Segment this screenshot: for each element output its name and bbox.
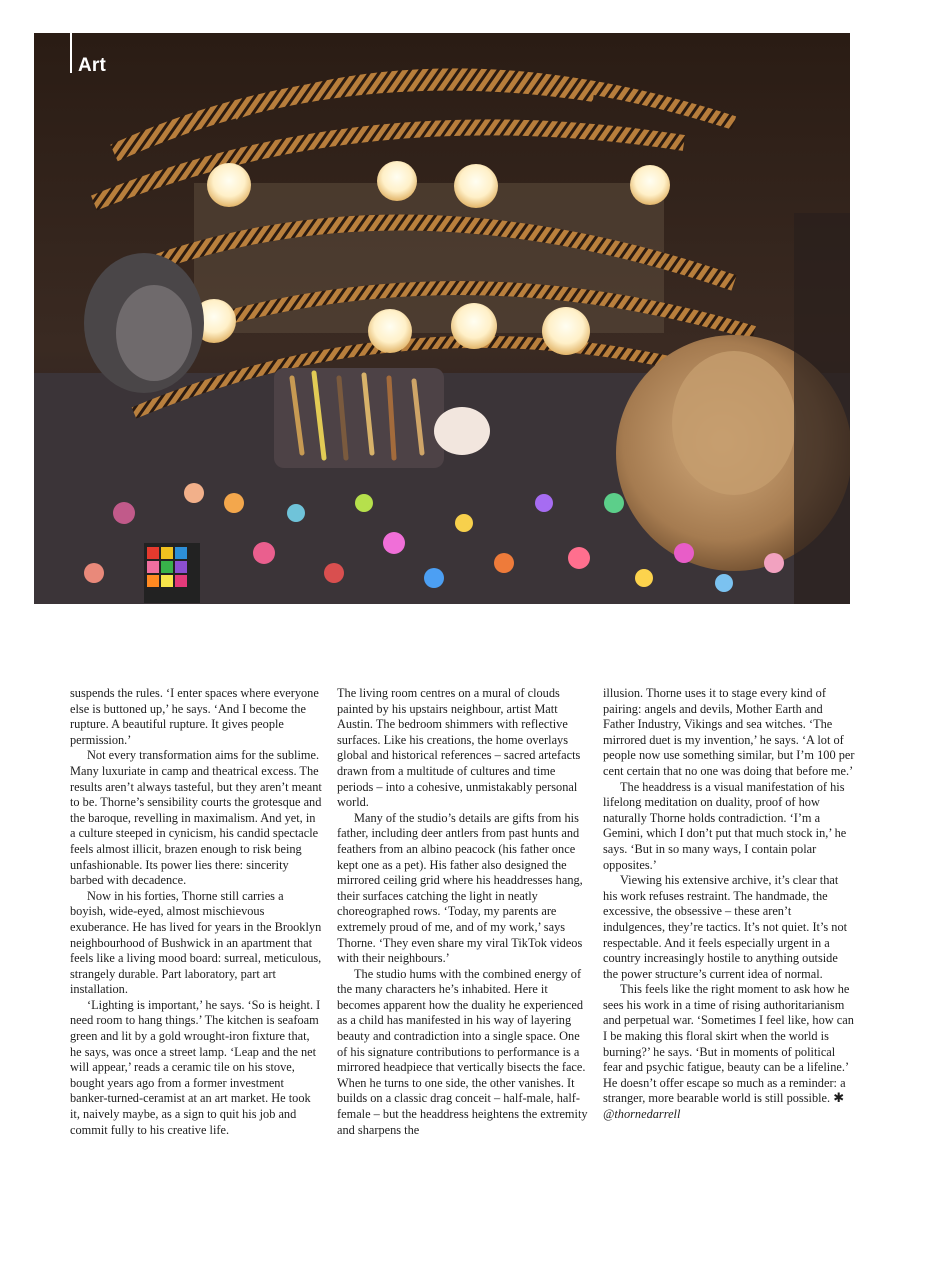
end-mark-icon: ✱: [833, 1091, 845, 1107]
section-rule: [70, 33, 72, 73]
section-label: Art: [78, 55, 107, 76]
paragraph: Viewing his extensive archive, it’s clear that his work refuses restraint. The handmade, the excessive, the obsessive – these aren’t indulgences, they’re tactics. It’s not quiet. It’s not respectable. And it feels especially urgent in a country increasingly hostile to anything outside the power structure’s current idea of normal.: [603, 873, 848, 981]
paragraph: Not every transformation aims for the sublime. Many luxuriate in camp and theatrical excess. The results aren’t always tasteful, but they aren’t meant to be. Thorne’s sensibility courts the grotesque and the baroque, revelling in maximalism. And yet, in a culture steeped in cynicism, his candid spectacle feels almost illicit, brazen enough to risk being unfashionable. Its power lies there: sincerity barbed with decadence.: [70, 748, 322, 888]
article-column-3: [603, 686, 855, 1123]
paragraph: The living room centres on a mural of clouds painted by his upstairs neighbour, artist Matt Austin. The bedroom shimmers with reflective surfaces. Like his creations, the home overlays global and historical references – sacred artefacts drawn from a multitude of cultures and time periods – into a cohesive, unmistakably personal world.: [337, 686, 581, 810]
paragraph: suspends the rules. ‘I enter spaces where everyone else is buttoned up,’ he says. ‘And I become the rupture. A beautiful rupture. It gives people permission.’: [70, 686, 319, 747]
paragraph: Many of the studio’s details are gifts from his father, including deer antlers from past hunts and feathers from an albino peacock (his father once kept one as a pet). His father also designed the mirrored ceiling grid where his headdresses hang, their surfaces catching the light in neatly choreographed rows. ‘Today, my parents are extremely proud of me, and of my work,’ says Thorne. ‘They even share my viral TikTok videos with their neighbours.’: [337, 810, 583, 966]
paragraph: Now in his forties, Thorne still carries a boyish, wide-eyed, almost mischievous exuberance. He has lived for years in the Brooklyn neighbourhood of Bushwick in an apartment that feels like a living mood board: surreal, meticulous, strangely durable. Part laboratory, part art installation.: [70, 888, 322, 997]
article-column-2: [337, 686, 589, 1138]
paragraph: The headdress is a visual manifestation of his lifelong meditation on duality, proof of how naturally Thorne holds contradiction. ‘I’m a Gemini, which I don’t put that much stock in,’ he says. ‘But in so many ways, I contain polar opposites.’: [603, 779, 847, 872]
paragraph-final-text: This feels like the right moment to ask how he sees his work in a time of rising authoritarianism and perpetual war. ‘Sometimes I feel like, how can I be making this floral skirt when the world is burning?’ he says. ‘But in moments of political fear and psychic fatigue, beauty can be a lifeline.’ He doesn’t offer escape so much as a reminder: a stranger, more bearable world is still possible.: [603, 982, 854, 1106]
author-handle-link[interactable]: @thornedarrell: [603, 1107, 681, 1122]
paragraph: illusion. Thorne uses it to stage every kind of pairing: angels and devils, Mother Earth and Father Industry, Vikings and sea witches. ‘The mirrored duet is my invention,’ he says. ‘A lot of people now use something similar, but I’m 100 per cent certain that no one was doing that before me.’: [603, 686, 855, 778]
studio-photo-illustration: [34, 33, 850, 604]
article-column-1: [70, 686, 322, 1138]
studio-photo: [34, 33, 850, 604]
paragraph: ‘Lighting is important,’ he says. ‘So is height. I need room to hang things.’ The kitchen is seafoam green and lit by a gold wrought-iron fixture that, he says, was once a street lamp. ‘Leap and the net will appear,’ reads a ceramic tile on his stove, bought years ago from a former investment banker-turned-ceramist at an art market. He took it, naively maybe, as a sign to quit his job and commit fully to his creative life.: [70, 997, 321, 1137]
paragraph: The studio hums with the combined energy of the many characters he’s inhabited. Here it becomes apparent how the duality he experienced as a child has manifested in his way of layering beauty and contradiction into a single space. One of his signature contributions to performance is a mirrored headpiece that vertically bisects the face. When he turns to one side, the other vanishes. It builds on a classic drag conceit – half-male, half-female – but the headdress heightens the extremity and sharpens the: [337, 966, 588, 1137]
paragraph-final: [603, 982, 855, 1122]
